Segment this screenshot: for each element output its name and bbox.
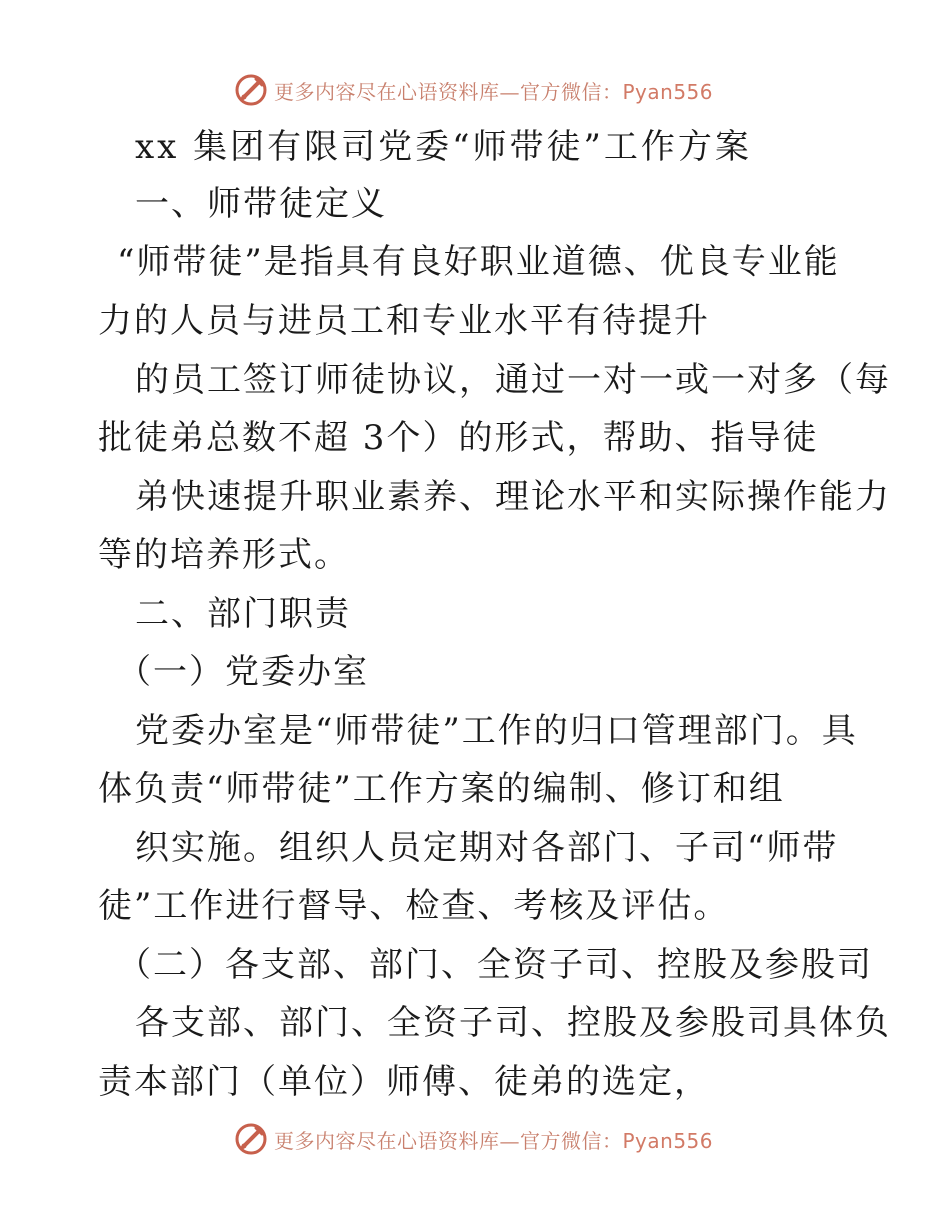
watermark-text: 更多内容尽在心语资料库—官方微信：Pyan556 [274,1128,714,1153]
paragraph-line: 体负责“师带徒”工作方案的编制、修订和组 [98,769,785,809]
watermark-banner-bottom [234,1121,713,1157]
section-heading-definition: 一、师带徒定义 [135,184,387,224]
paragraph-line: 织实施。组织人员定期对各部门、子司“师带 [135,828,839,868]
watermark-wechat-id: Pyan556 [622,79,714,104]
paragraph-line: 的员工签订师徒协议，通过一对一或一对多（每 [135,360,891,400]
paragraph-line: 等的培养形式。 [98,535,350,575]
watermark-banner-top [234,72,713,108]
paragraph-line: 各支部、部门、全资子司、控股及参股司具体负 [135,1003,891,1043]
paragraph-line: 批徒弟总数不超 3个）的形式，帮助、指导徒 [98,418,819,458]
pen-logo-icon [234,1122,268,1156]
document-title: xx 集团有限司党委“师带徒”工作方案 [135,127,752,167]
paragraph-line: 弟快速提升职业素养、理论水平和实际操作能力 [135,477,891,517]
pen-logo-icon [234,73,268,107]
paragraph-line: “师带徒”是指具有良好职业道德、优良专业能 [117,242,840,282]
subsection-heading-branches: （二）各支部、部门、全资子司、控股及参股司 [117,945,873,985]
paragraph-line: 党委办室是“师带徒”工作的归口管理部门。具 [135,711,858,751]
subsection-heading-party-office: （一）党委办室 [117,652,369,692]
paragraph-line: 责本部门（单位）师傅、徒弟的选定， [98,1062,710,1102]
paragraph-line: 力的人员与进员工和专业水平有待提升 [98,301,710,341]
watermark-text: 更多内容尽在心语资料库—官方微信：Pyan556 [274,79,714,104]
paragraph-line: 徒”工作进行督导、检查、考核及评估。 [98,886,730,926]
watermark-wechat-id: Pyan556 [622,1128,714,1153]
section-heading-duties: 二、部门职责 [135,594,351,634]
